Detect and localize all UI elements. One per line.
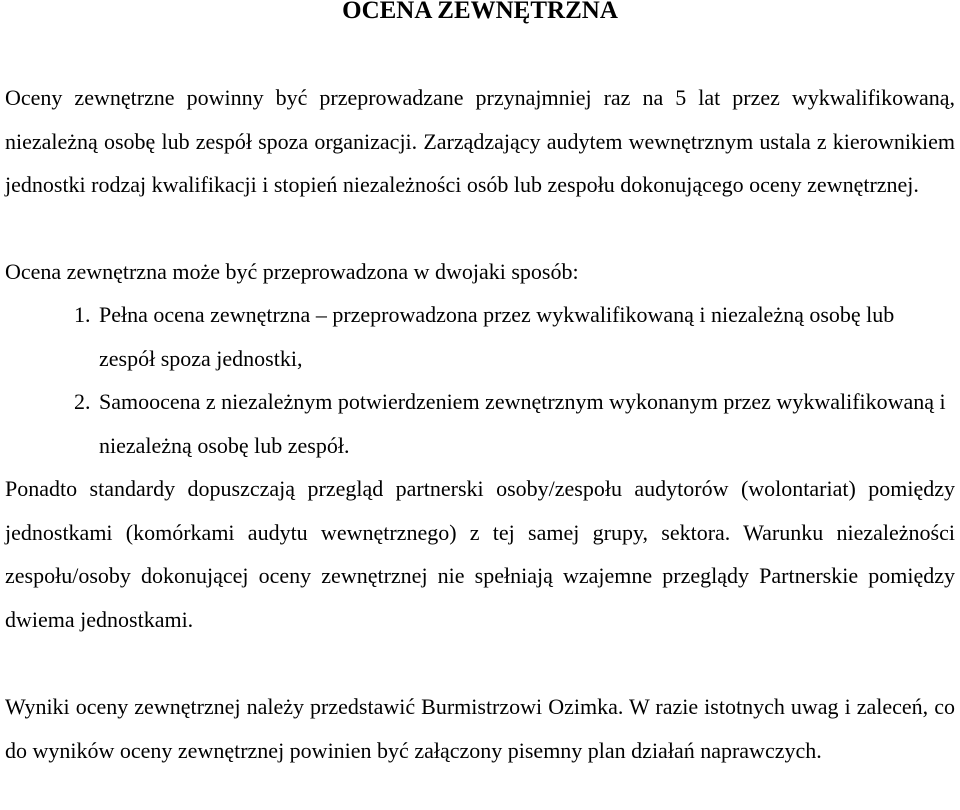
list-item-number: 2. xyxy=(74,389,91,414)
paragraph-external-assessment-frequency: Oceny zewnętrzne powinny być przeprowadzane przynajmniej raz na 5 lat przez wykwalifikowaną, niezależną osobę lub zespół spoza organizacji. Zarządzający audytem wewnętrznym ustala z kierownikiem jednostki rodzaj kwalifikacji i stopień niezależności osób lub zespołu dokonującego oceny zewnętrznej. xyxy=(5,85,955,197)
paragraph-assessment-results: Wyniki oceny zewnętrznej należy przedstawić Burmistrzowi Ozimka. W razie istotnych uwag i zaleceń, co do wyników oceny zewnętrznej powinien być załączony pisemny plan działań naprawczych. xyxy=(5,694,955,763)
list-item-number: 1. xyxy=(74,302,91,327)
paragraph-peer-review: Ponadto standardy dopuszczają przegląd partnerski osoby/zespołu audytorów (wolontariat) pomiędzy jednostkami (komórkami audytu wewnętrznego) z tej samej grupy, sektora. Warunku niezależności zespołu/osoby dokonującej oceny zewnętrznej nie spełniają wzajemne przeglądy Partnerskie pomiędzy dwiema jednostkami. xyxy=(5,476,955,632)
document-title: OCENA ZEWNĘTRZNA xyxy=(342,0,618,24)
list-item-text: Samoocena z niezależnym potwierdzeniem zewnętrznym wykonanym przez wykwalifikowaną i niezależną osobę lub zespół. xyxy=(99,389,946,458)
list-item xyxy=(0,380,950,467)
assessment-methods-list xyxy=(0,293,950,467)
list-item xyxy=(0,293,950,380)
paragraph-assessment-methods-intro: Ocena zewnętrzna może być przeprowadzona w dwojaki sposób: xyxy=(5,259,579,284)
list-item-text: Pełna ocena zewnętrzna – przeprowadzona przez wykwalifikowaną i niezależną osobę lub zespół spoza jednostki, xyxy=(99,302,895,371)
